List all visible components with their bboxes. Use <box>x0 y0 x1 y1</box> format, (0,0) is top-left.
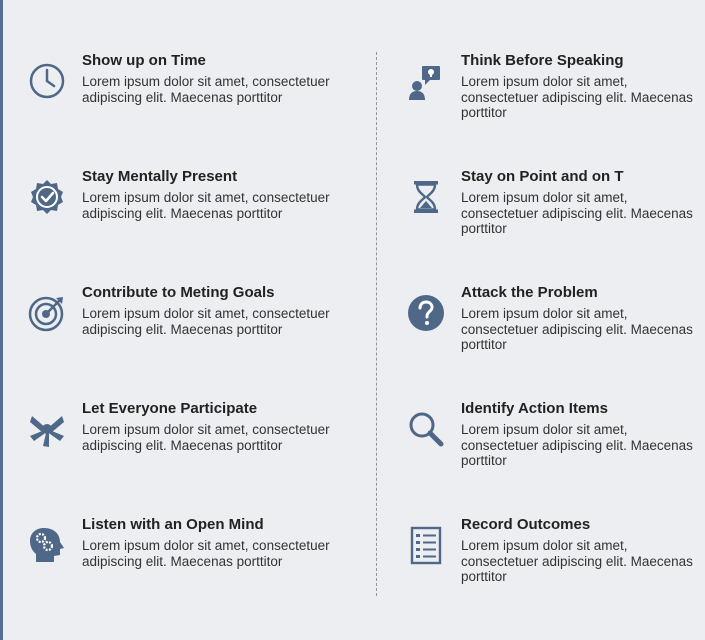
item-body: Lorem ipsum dolor sit amet, consectetuer adipiscing elit. Maecenas porttitor <box>82 422 330 453</box>
item-body: Lorem ipsum dolor sit amet, consectetuer adipiscing elit. Maecenas porttitor <box>82 190 330 221</box>
item-body: Lorem ipsum dolor sit amet, consectetuer adipiscing elit. Maecenas porttitor <box>461 190 693 236</box>
magnifier-icon <box>405 408 447 450</box>
item-title: Record Outcomes <box>461 516 591 533</box>
item-title: Stay on Point and on T <box>461 168 624 185</box>
item-body: Lorem ipsum dolor sit amet, consectetuer adipiscing elit. Maecenas porttitor <box>461 74 693 120</box>
question-circle-icon <box>405 292 447 334</box>
item-title: Identify Action Items <box>461 400 608 417</box>
item-title: Stay Mentally Present <box>82 168 238 185</box>
team-hands-icon <box>26 408 68 450</box>
speaker-idea-icon <box>405 60 447 102</box>
item-body: Lorem ipsum dolor sit amet, consectetuer adipiscing elit. Maecenas porttitor <box>461 422 693 468</box>
item-title: Show up on Time <box>82 52 206 69</box>
clock-icon <box>26 60 68 102</box>
item-body: Lorem ipsum dolor sit amet, consectetuer adipiscing elit. Maecenas porttitor <box>82 538 330 569</box>
badge-check-icon <box>26 176 68 218</box>
item-title: Listen with an Open Mind <box>82 516 264 533</box>
item-body: Lorem ipsum dolor sit amet, consectetuer adipiscing elit. Maecenas porttitor <box>461 538 693 584</box>
hourglass-icon <box>405 176 447 218</box>
head-gears-icon <box>26 524 68 566</box>
item-title: Contribute to Meting Goals <box>82 284 275 301</box>
left-edge-bar <box>0 0 3 640</box>
target-icon <box>26 292 68 334</box>
column-divider <box>376 52 377 596</box>
item-body: Lorem ipsum dolor sit amet, consectetuer adipiscing elit. Maecenas porttitor <box>461 306 693 352</box>
item-body: Lorem ipsum dolor sit amet, consectetuer adipiscing elit. Maecenas porttitor <box>82 74 330 105</box>
checklist-icon <box>405 524 447 566</box>
item-title: Think Before Speaking <box>461 52 624 69</box>
item-title: Attack the Problem <box>461 284 598 301</box>
item-body: Lorem ipsum dolor sit amet, consectetuer adipiscing elit. Maecenas porttitor <box>82 306 330 337</box>
item-title: Let Everyone Participate <box>82 400 258 417</box>
